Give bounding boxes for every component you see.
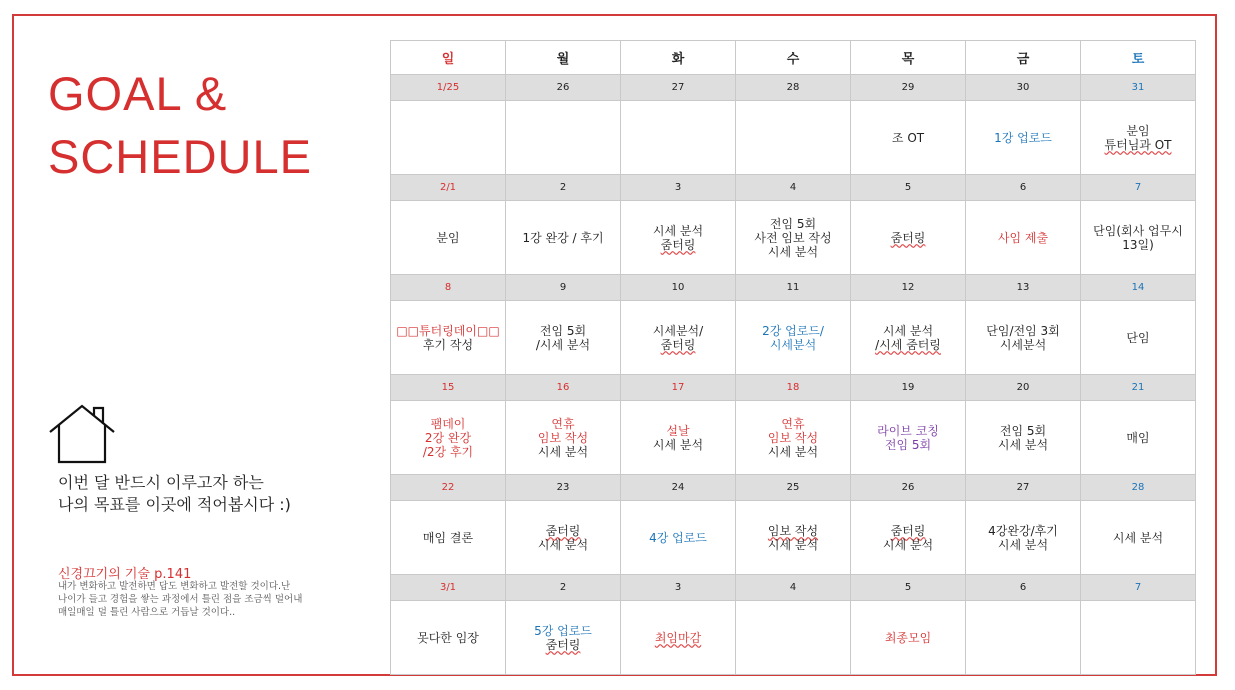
date-row — [391, 275, 1196, 301]
event-text: 후기 작성 — [422, 337, 474, 352]
quote-line-1: 내가 변화하고 발전하면 답도 변화하고 발전할 것이다.난 — [58, 581, 291, 592]
date-cell: 2/1 — [391, 175, 506, 201]
event-cell — [736, 601, 851, 675]
event-cell — [1081, 301, 1196, 375]
quote-body — [58, 580, 368, 619]
event-cell — [621, 301, 736, 375]
date-cell: 25 — [736, 475, 851, 501]
date-row — [391, 575, 1196, 601]
event-cell — [621, 101, 736, 175]
event-text: 단임/전임 3회 — [986, 323, 1060, 338]
date-cell: 22 — [391, 475, 506, 501]
date-row — [391, 475, 1196, 501]
event-cell — [736, 101, 851, 175]
event-text: 분임 — [436, 230, 460, 245]
event-cell — [391, 101, 506, 175]
date-cell: 4 — [736, 175, 851, 201]
event-text: 매임 결론 — [422, 530, 474, 545]
date-cell: 20 — [966, 375, 1081, 401]
event-text: 시세 분석 — [537, 537, 589, 552]
event-cell — [506, 301, 621, 375]
event-cell — [506, 201, 621, 275]
date-cell: 27 — [966, 475, 1081, 501]
page-title — [48, 62, 312, 188]
event-text: 시세 분석 — [767, 244, 819, 259]
event-cell — [966, 601, 1081, 675]
event-cell — [1081, 201, 1196, 275]
date-cell: 2 — [506, 575, 621, 601]
date-cell: 31 — [1081, 75, 1196, 101]
date-cell: 12 — [851, 275, 966, 301]
goal-prompt-line-2: 나의 목표를 이곳에 적어봅시다 :) — [58, 495, 291, 514]
event-cell — [506, 601, 621, 675]
event-text: 임보 작성 — [767, 430, 819, 445]
quote-source: 신경끄기의 기술 p.141 — [58, 567, 192, 582]
date-cell: 3 — [621, 575, 736, 601]
date-cell: 11 — [736, 275, 851, 301]
weekday-tue: 화 — [621, 41, 736, 75]
date-cell: 29 — [851, 75, 966, 101]
event-text: □□튜터링데이□□ — [396, 323, 500, 338]
event-text: 시세 분석 — [767, 537, 819, 552]
event-text: /2강 후기 — [422, 444, 474, 459]
event-row — [391, 501, 1196, 575]
event-text: 시세 분석 — [652, 223, 704, 238]
event-cell — [391, 501, 506, 575]
date-cell: 7 — [1081, 575, 1196, 601]
event-cell — [736, 501, 851, 575]
date-cell: 28 — [1081, 475, 1196, 501]
date-cell: 17 — [621, 375, 736, 401]
event-text: 2강 업로드/ — [762, 323, 824, 338]
event-text: 라이브 코칭 — [877, 423, 939, 438]
event-text: 조 OT — [891, 130, 925, 145]
event-row — [391, 601, 1196, 675]
date-cell: 7 — [1081, 175, 1196, 201]
event-text: 전임 5회 — [999, 423, 1047, 438]
event-text: /시세 줌터링 — [875, 337, 941, 352]
date-cell: 21 — [1081, 375, 1196, 401]
event-text: 시세 분석 — [652, 437, 704, 452]
event-text: 시세분석/ — [652, 323, 704, 338]
event-text: 최종모임 — [884, 630, 932, 645]
event-cell — [966, 401, 1081, 475]
event-text: 1강 완강 / 후기 — [522, 230, 604, 245]
event-row — [391, 301, 1196, 375]
event-cell — [736, 201, 851, 275]
event-cell — [736, 401, 851, 475]
event-text: 줌터링 — [890, 523, 926, 538]
date-cell: 2 — [506, 175, 621, 201]
event-cell — [966, 101, 1081, 175]
event-text: 임보 작성 — [537, 430, 589, 445]
event-cell — [1081, 401, 1196, 475]
title-line-1: GOAL & — [48, 67, 228, 120]
event-text: 시세분석 — [769, 337, 817, 352]
goal-prompt — [58, 472, 291, 516]
event-text: 1강 업로드 — [994, 130, 1052, 145]
event-cell — [851, 501, 966, 575]
weekday-mon: 월 — [506, 41, 621, 75]
weekday-wed: 수 — [736, 41, 851, 75]
title-line-2: SCHEDULE — [48, 130, 312, 183]
event-text: 최임마감 — [654, 630, 702, 645]
event-text: 임보 작성 — [767, 523, 819, 538]
event-text: 단임 — [1126, 330, 1150, 345]
event-cell — [391, 601, 506, 675]
event-text: 전임 5회 — [539, 323, 587, 338]
event-text: 분임 — [1126, 123, 1150, 138]
event-text: 시세 분석 — [997, 537, 1049, 552]
date-cell: 4 — [736, 575, 851, 601]
event-cell — [966, 501, 1081, 575]
date-cell: 6 — [966, 575, 1081, 601]
date-cell: 3/1 — [391, 575, 506, 601]
event-text: 5강 업로드 — [534, 623, 592, 638]
event-text: 전임 5회 — [769, 216, 817, 231]
event-text: 사임 제출 — [997, 230, 1049, 245]
event-cell — [506, 501, 621, 575]
event-text: 줌터링 — [660, 337, 696, 352]
event-text: 시세 분석 — [882, 537, 934, 552]
event-cell — [851, 101, 966, 175]
event-text: 전임 5회 — [884, 437, 932, 452]
house-icon — [47, 403, 117, 465]
date-cell: 23 — [506, 475, 621, 501]
date-cell: 6 — [966, 175, 1081, 201]
event-text: 매임 — [1126, 430, 1150, 445]
event-text: 연휴 — [551, 416, 575, 431]
date-row — [391, 175, 1196, 201]
date-cell: 16 — [506, 375, 621, 401]
event-cell — [391, 401, 506, 475]
weekday-sun: 일 — [391, 41, 506, 75]
date-cell: 9 — [506, 275, 621, 301]
event-text: 줌터링 — [545, 523, 581, 538]
event-cell — [851, 301, 966, 375]
date-cell: 5 — [851, 575, 966, 601]
date-cell: 15 — [391, 375, 506, 401]
event-text: 시세 분석 — [537, 444, 589, 459]
event-cell — [851, 601, 966, 675]
date-row — [391, 375, 1196, 401]
date-cell: 24 — [621, 475, 736, 501]
event-text: 4강 업로드 — [649, 530, 707, 545]
weekday-header-row — [391, 41, 1196, 75]
event-cell — [621, 401, 736, 475]
date-cell: 26 — [851, 475, 966, 501]
event-cell — [1081, 501, 1196, 575]
event-text: 줌터링 — [660, 237, 696, 252]
date-cell: 26 — [506, 75, 621, 101]
date-cell: 8 — [391, 275, 506, 301]
event-text: 못다한 임장 — [417, 630, 479, 645]
event-text: 팸데이 — [430, 416, 466, 431]
event-text: 시세 분석 — [882, 323, 934, 338]
event-cell — [851, 401, 966, 475]
date-cell: 5 — [851, 175, 966, 201]
event-text: 시세 분석 — [997, 437, 1049, 452]
event-cell — [621, 201, 736, 275]
calendar-grid — [390, 40, 1196, 675]
event-text: 사전 임보 작성 — [754, 230, 832, 245]
event-text: 단임(회사 업무시 — [1093, 223, 1183, 238]
event-text: 연휴 — [781, 416, 805, 431]
event-text: 줌터링 — [545, 637, 581, 652]
event-text: 13일) — [1122, 237, 1154, 252]
event-text: 4강완강/후기 — [988, 523, 1058, 538]
date-cell: 14 — [1081, 275, 1196, 301]
event-text: 튜터님과 OT — [1104, 137, 1172, 152]
event-text: 시세분석 — [999, 337, 1047, 352]
event-cell — [966, 201, 1081, 275]
event-row — [391, 101, 1196, 175]
date-cell: 19 — [851, 375, 966, 401]
weekday-sat: 토 — [1081, 41, 1196, 75]
date-cell: 10 — [621, 275, 736, 301]
event-text: /시세 분석 — [535, 337, 591, 352]
date-cell: 30 — [966, 75, 1081, 101]
event-cell — [851, 201, 966, 275]
date-cell: 27 — [621, 75, 736, 101]
quote-line-3: 매일매일 덜 틀린 사람으로 거듭날 것이다.. — [58, 607, 236, 618]
event-cell — [506, 401, 621, 475]
goal-prompt-line-1: 이번 달 반드시 이루고자 하는 — [58, 473, 264, 492]
event-cell — [621, 501, 736, 575]
event-cell — [391, 201, 506, 275]
event-cell — [736, 301, 851, 375]
event-text: 2강 완강 — [424, 430, 472, 445]
date-cell: 3 — [621, 175, 736, 201]
event-text: 줌터링 — [890, 230, 926, 245]
date-cell: 1/25 — [391, 75, 506, 101]
event-row — [391, 401, 1196, 475]
event-text: 시세 분석 — [767, 444, 819, 459]
weekday-thu: 목 — [851, 41, 966, 75]
weekday-fri: 금 — [966, 41, 1081, 75]
date-cell: 18 — [736, 375, 851, 401]
event-cell — [506, 101, 621, 175]
event-text: 설날 — [666, 423, 690, 438]
event-cell — [966, 301, 1081, 375]
date-cell: 28 — [736, 75, 851, 101]
event-cell — [1081, 601, 1196, 675]
date-cell: 13 — [966, 275, 1081, 301]
quote-line-2: 나이가 들고 경험을 쌓는 과정에서 틀린 점을 조금씩 덜어내 — [58, 594, 303, 605]
event-text: 시세 분석 — [1112, 530, 1164, 545]
event-cell — [391, 301, 506, 375]
date-row — [391, 75, 1196, 101]
event-row — [391, 201, 1196, 275]
event-cell — [621, 601, 736, 675]
event-cell — [1081, 101, 1196, 175]
